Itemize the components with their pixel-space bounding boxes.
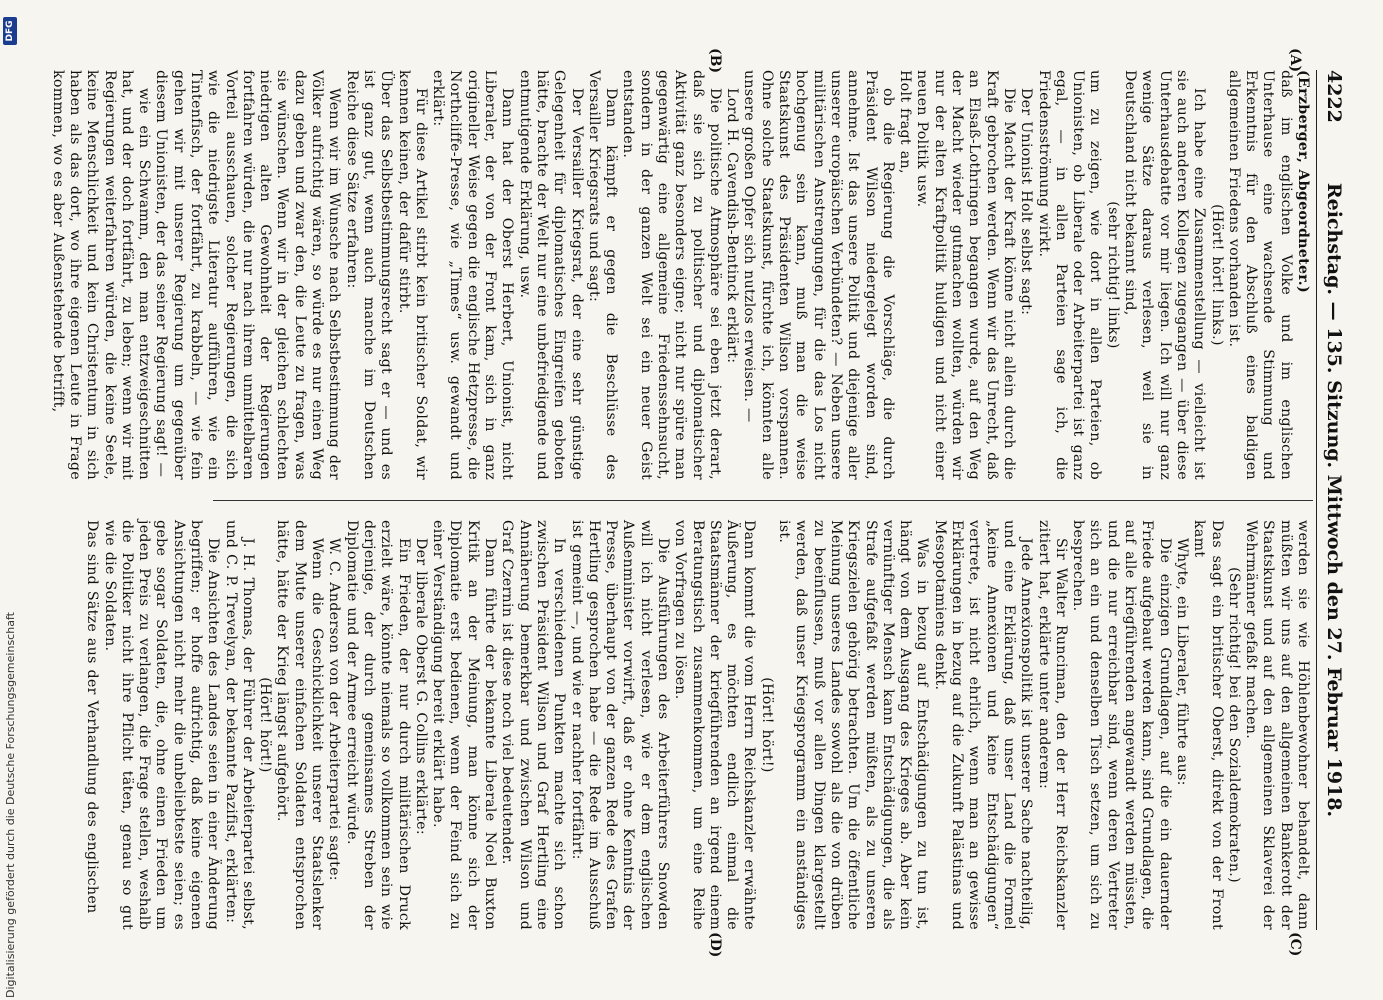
quote: Jede Annexionspolitik ist unserer Sache nachteilig, und eine Erklärung, daß unser Land die Formel „keine Annexionen und keine Entschädigungen“ vertrete, ist nicht ehrlich, wenn man an gewisse Erklärungen in bezug auf die Zukunft Palästinas und Mesopotamiens denkt.	[931, 520, 1035, 930]
interjection: (Hört! hört!)	[257, 677, 274, 773]
interjection: (Hört! hört! links.)	[1208, 204, 1225, 346]
quote: In verschiedenen Punkten machte sich schon zwischen Präsident Wilson und Graf Hertling eine Annäherung bemerkbar und zwischen Wilson und Graf Czernin ist diese noch viel bedeutender.	[499, 520, 568, 930]
quote: Für diese Artikel stirbt kein britischer Soldat, wir kennen keinen, der dafür stirbt.	[395, 70, 429, 480]
interjection: (Sehr richtig! bei den Sozialdemokraten.)	[1225, 567, 1242, 883]
paragraph: Der Unionist Holt selbst sagt:	[1018, 88, 1035, 316]
paragraph: Whyte, ein Liberaler, führte aus:	[1173, 538, 1190, 786]
paragraph: um zu zeigen, wie dort in allen Parteien, ob Unionisten, ob Liberale oder Arbeiterpartei ist ganz egal, — in allen Parteien sage ich, die Friedensströmung wirkt.	[1035, 70, 1104, 480]
quote: Wenn wir im Wunsche nach Selbstbestimmung der Völker aufrichtig wären, so würde es nur einen Weg dazu geben und zwar den, die Leute zu fragen, was sie wünschen. Wenn wir in der gleichen schlechten niedrigen alten Gewohnheit der Regierungen fortfahren würden, die nur nach ihrem unmittelbaren Vorteil ausschauen, solcher Regierungen, die sich wie die niedrigste Literatur aufführen, wie ein Tintenfisch, der fortfährt, zu krabbeln, — wie fein gehen wir mit unserer Regierung um gegenüber diesem Unionisten, der das seiner Regierung sagt! —	[153, 70, 343, 480]
paragraph: Lord H. Cavendish-Bentinck erklärt:	[724, 88, 741, 364]
margin-marker-c: (C)	[1287, 932, 1303, 957]
dfg-logo: DFG	[3, 17, 17, 45]
page-number: 4222	[1323, 70, 1345, 123]
paragraph: Ich habe eine Zusammenstellung — vielleicht ist sie auch anderen Kollegen zugegangen — über diese Unterhausdebatte vor mir liegen. Ich will nur ganz wenige Sätze daraus verlesen, weil sie in Deutschland nicht bekannt sind,	[1122, 70, 1208, 480]
quote: Die Ansichten des Landes seien in einer Änderung begriffen; er hoffe aufrichtig, daß keine eigenen Ansichtungen nicht mehr die unbeliebteste seien; es gebe sogar Soldaten, die, ohne einen Frieden um jeden Preis zu verlangen, die Frage stellen, weshalb die Politiker nicht ihre Pflicht täten, genau so gut wie die Soldaten.	[101, 520, 222, 930]
paragraph: Das sind Sätze aus der Verhandlung des englischen	[84, 520, 101, 914]
paragraph: Der liberale Oberst G. Collins erklärte:	[412, 538, 429, 835]
left-column	[49, 70, 1311, 480]
paragraph: Dann hat der Oberst Herbert, Unionist, nicht Liberaler, der von der Front kam, sich in ganz origineller Weise gegen die englische Hetzpresse, die Northcliffe-Presse, wie „Times“ usw. gewandt und erklärt:	[430, 70, 516, 480]
page-header	[1316, 70, 1347, 930]
paragraph: Das sagt ein britischer Oberst, direkt von der Front kamt	[1191, 520, 1225, 930]
paragraph: W. C. Anderson von der Arbeiterpartei sagte:	[326, 538, 343, 881]
interjection: (Hört! hört!)	[758, 677, 775, 773]
paragraph: Dann kommt die vom Herrn Reichskanzler erwähnte Äußerung, es möchten endlich einmal die Staatsmänner der kriegführenden an irgend einem Beratungstisch zusammenkommen, um eine Reihe von Vorfragen zu lösen.	[672, 520, 758, 930]
paragraph: Holt fragt an,	[897, 70, 914, 174]
margin-marker-d: (D)	[707, 932, 723, 958]
quote: ob die Regierung die Vorschläge, die durch Präsident Wilson niedergelegt worden sind, annehme. Ist das unsere Politik und diejenige aller unserer europäischen Verbündeten? — Neben unsere militärischen Anstrengungen, für die das Los nicht hochgenug sein kann, muß man die weise Staatskunst des Präsidenten Wilson vorspannen. Ohne solche Staatskunst, fürchte ich, könnten alle unsere großen Opfer sich nutzlos erweisen. —	[741, 70, 896, 480]
quote: Die einzigen Grundlagen, auf die ein dauernder Friede aufgebaut werden kann, sind Grundlagen, die auf alle kriegführenden angewandt werden müssten, und die nur erreichbar sind, wenn deren Vertreter sich an ein und denselben Tisch setzen, um sich zu besprechen.	[1070, 520, 1173, 930]
margin-marker-b: (B)	[707, 48, 723, 74]
right-column	[84, 520, 1311, 930]
quote: Wenn die Geschicklichkeit unserer Staatslenker dem Mute unserer einfachen Soldaten entsprochen hätte, hätte der Krieg längst aufgehört.	[274, 520, 326, 930]
speaker-label: (Erzberger, Abgeordneter.)	[1295, 70, 1311, 294]
quote: Was in bezug auf Entschädigungen zu tun ist, hängt von dem Ausgang des Krieges ab. Aber kein vernünftiger Mensch kann Entschädigungen, die als Strafe aufgefaßt werden müßten, als zu unseren Kriegszielen gehörig betrachten. Um die öffentliche Meinung unseres Landes sowohl als die von drüben zu beeinflussen, muß vor allen Dingen klargestellt werden, daß unser Kriegsprogramm ein anständiges ist.	[776, 520, 931, 930]
paragraph: J. H. Thomas, der Führer der Arbeiterpartei selbst, und C. P. Trevelyan, der bekannte Pazifist, erklärten:	[222, 520, 256, 930]
paragraph: Dann kämpft er gegen die Beschlüsse des Versailler Kriegsrats und sagt:	[585, 70, 620, 480]
page-title: Reichstag. — 135. Sitzung. Mittwoch den 27. Februar 1918.	[1323, 182, 1345, 818]
digitization-text: Digitalisierung gefördert durch die Deutsche Forschungsgemeinschaft	[4, 612, 17, 998]
quote: wie ein Schwamm, den man entzweigeschnitten hat, und der doch fortfährt, zu leben; wenn wir mit Regierungen weiterfahren würden, die keine Seele, keine Menschlichkeit und kein Christentum in sich haben als das dort, wo ihre eigenen Leute in Frage kommen, wo es aber Außenstehende betrifft,	[49, 70, 153, 480]
page-footer	[0, 0, 383, 1000]
quote: werden sie wie Höhlenbewohner behandelt, dann müßten wir uns auf den allgemeinen Bankerott der Staatskunst und auf den allgemeinen Sklaverei der Wehrmänner gefaßt machen.	[1243, 520, 1311, 930]
paragraph: daß im englischen Volke und im englischen Unterhause eine wachsende Stimmung und Erkenntnis für den Abschluß eines baldigen allgemeinen Friedens vorhanden ist.	[1225, 70, 1294, 480]
quote: Ein Frieden, der nur durch militärischen Druck erzielt wäre, könnte niemals so vollkommen sein wie derjenige, der durch gemeinsames Streben der Diplomatie und der Armee erreicht würde.	[343, 520, 412, 930]
paragraph: Über das Selbstbestimmungsrecht sagt er — und es ist ganz gut, wenn auch manche im Deutschen Reiche diese Sätze erfahren:	[343, 70, 395, 480]
quote: Der Versailler Kriegsrat, der eine sehr günstige Gelegenheit für diplomatisches Eingreifen geboten hätte, brachte der Welt nur eine unbefriedigende und entmutigende Erklärung, usw.	[516, 70, 585, 480]
paragraph: Dann führte der bekannte Liberale Noel Buxton Kritik an der Meinung, man könne sich der Diplomatie erst bedienen, wenn der Feind sich zu einer Verständigung bereit erklärt habe.	[430, 520, 499, 930]
paragraph: Sir Walter Runciman, den der Herr Reichskanzler zitiert hat, erklärte unter anderem:	[1035, 520, 1069, 930]
digitization-strip	[0, 0, 20, 1000]
digitization-notice	[2, 0, 20, 1000]
quote: Die politische Atmosphäre sei eben jetzt derart, daß sie sich zu politischer und diplomatischer Aktivität ganz besonders eigne; nicht nur spüre man gegenwärtig eine allgemeine Friedenssehnsucht, sondern in der ganzen Welt sei ein neuer Geist entstanden.	[620, 70, 723, 480]
quote: Die Macht der Kraft könne nicht allein durch die Kraft gebrochen werden. Wenn wir das Unrecht, daß an Elsaß-Lothringen begangen wurde, auf den Weg der Macht wieder gutmachen wollten, würden wir nur der alten Kraftpolitik huldigen und nicht einer neuen Politik usw.	[914, 70, 1017, 480]
interjection: (sehr richtig! links)	[1104, 201, 1121, 349]
paragraph: Die Ausführungen des Arbeiterführers Snowden will ich nicht verlesen, wie er dem englischen Außenminister vorwirft, daß er ohne Kenntnis der Presse, überhaupt von der ganzen Rede des Grafen Hertling gesprochen habe — die Rede im Ausschuß ist gemeint —, und wie er nachher fortfährt:	[568, 520, 672, 930]
margin-marker-a: (A)	[1287, 48, 1303, 73]
